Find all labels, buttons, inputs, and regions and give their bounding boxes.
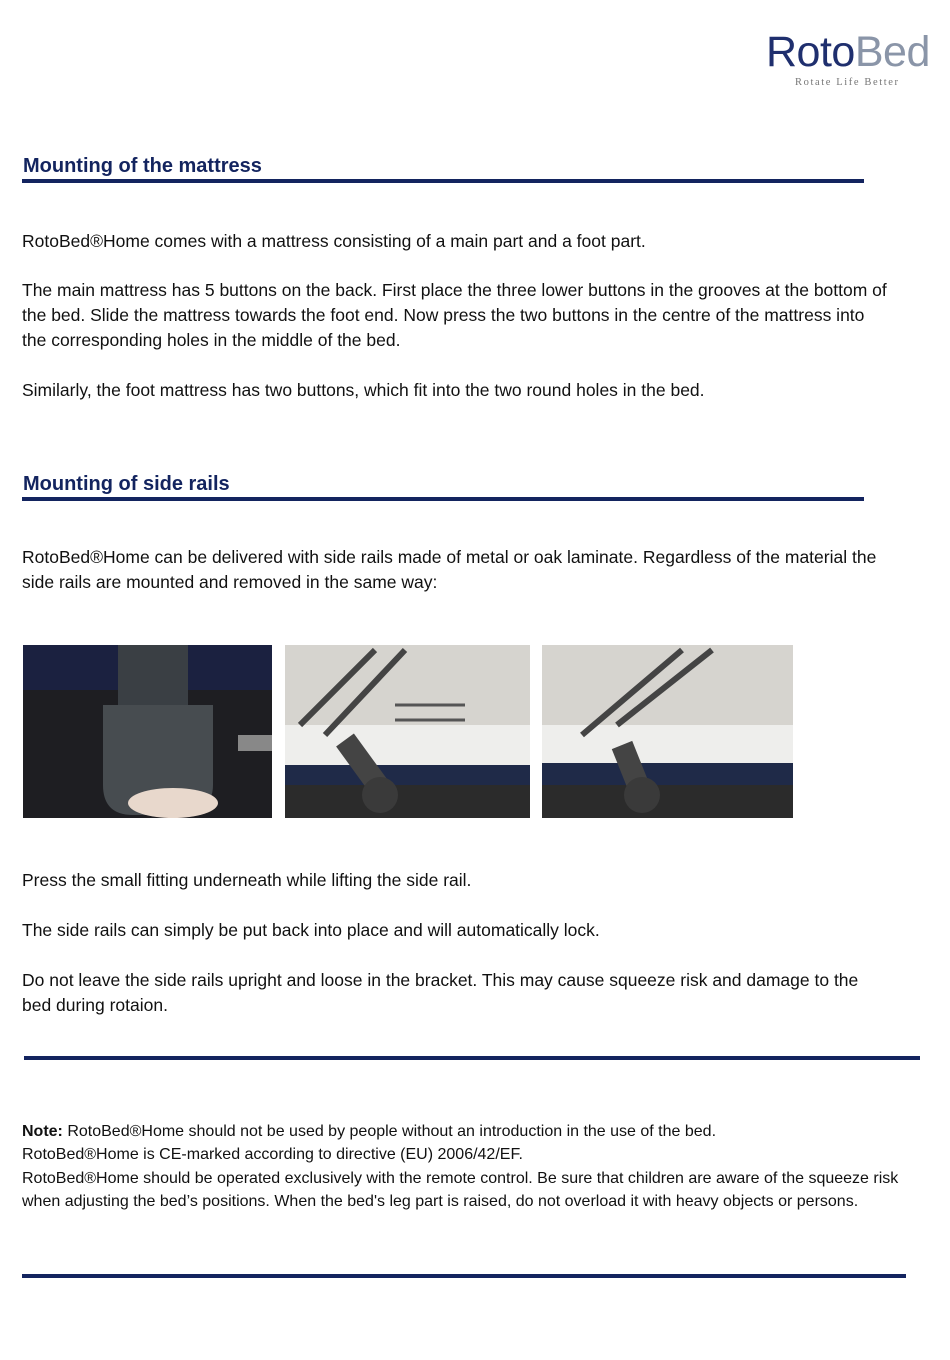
note-text: RotoBed®Home should not be used by people without an introduction in the use of the bed. <box>62 1123 717 1140</box>
paragraph: The side rails can simply be put back into place and will automatically lock. <box>22 920 600 940</box>
section-title-mattress: Mounting of the mattress <box>23 155 262 177</box>
section-divider <box>22 497 864 501</box>
note-divider-top <box>24 1056 920 1060</box>
photo-removing-side-rail <box>542 645 793 818</box>
rotobed-logo <box>766 28 930 76</box>
logo-bed: Bed <box>854 28 930 76</box>
logo-roto: Roto <box>766 28 855 76</box>
note-label: Note: <box>22 1123 63 1140</box>
paragraph: Do not leave the side rails upright and loose in the bracket. This may cause squeeze risk and damage to the bed during rotaion. <box>22 970 859 1015</box>
note-line-3: RotoBed®Home should be operated exclusively with the remote control. Be sure that children are aware of the squeeze risk when adjusting the bed’s positions. When the bed's leg part is raised, do not overload it with heavy objects or persons. <box>22 1169 899 1210</box>
paragraph: Press the small fitting underneath while lifting the side rail. <box>22 870 472 890</box>
section-title-side-rails: Mounting of side rails <box>23 473 230 495</box>
paragraph: Similarly, the foot mattress has two buttons, which fit into the two round holes in the bed. <box>22 380 705 400</box>
section-divider <box>22 179 864 183</box>
note-divider-bottom <box>22 1274 906 1278</box>
note-block <box>22 1120 902 1213</box>
paragraph: RotoBed®Home can be delivered with side rails made of metal or oak laminate. Regardless of the material the side rails are mounted and removed in the same way: <box>22 547 877 592</box>
paragraph: The main mattress has 5 buttons on the back. First place the three lower buttons in the grooves at the bottom of the bed. Slide the mattress towards the foot end. Now press the two buttons in the centre of the mattress into the corresponding holes in the middle of the bed. <box>22 280 887 350</box>
photo-side-rail-fitting <box>23 645 272 818</box>
photo-lifting-side-rail <box>285 645 530 818</box>
note-line-2: RotoBed®Home is CE-marked according to directive (EU) 2006/42/EF. <box>22 1146 523 1164</box>
paragraph: RotoBed®Home comes with a mattress consisting of a main part and a foot part. <box>22 231 646 251</box>
note-line-1 <box>22 1120 902 1143</box>
logo-tagline: Rotate Life Better <box>795 77 900 88</box>
